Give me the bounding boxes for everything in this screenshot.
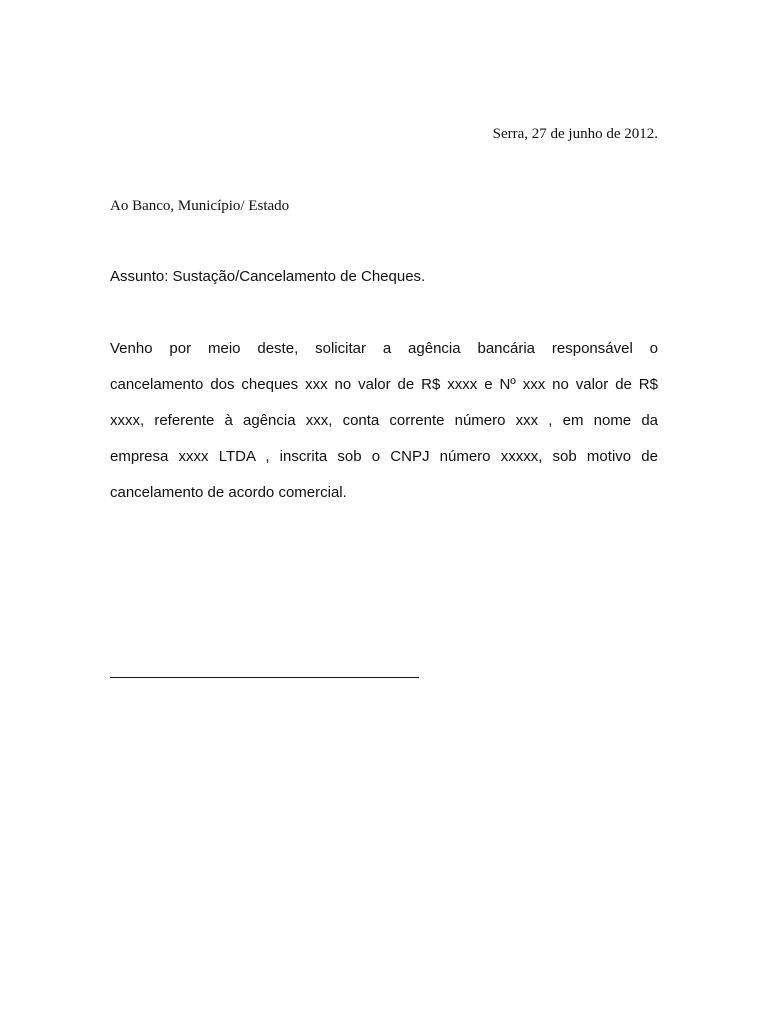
letter-body-line-1: Venho por meio deste, solicitar a agência bancária responsável o xyxy=(110,340,658,357)
letter-body-line-3: xxxx, referente à agência xxx, conta corrente número xxx , em nome da xyxy=(110,412,658,429)
letter-body-line-2: cancelamento dos cheques xxx no valor de R$ xxxx e Nº xxx no valor de R$ xyxy=(110,376,658,393)
letter-subject: Assunto: Sustação/Cancelamento de Cheques. xyxy=(110,268,426,285)
letter-date: Serra, 27 de junho de 2012. xyxy=(492,126,658,142)
letter-body-line-5: cancelamento de acordo comercial. xyxy=(110,484,347,501)
letter-body xyxy=(110,338,658,518)
signature-line xyxy=(110,677,419,678)
letter-body-line-4: empresa xxxx LTDA , inscrita sob o CNPJ número xxxxx, sob motivo de xyxy=(110,448,658,465)
letter-recipient: Ao Banco, Município/ Estado xyxy=(110,198,290,214)
